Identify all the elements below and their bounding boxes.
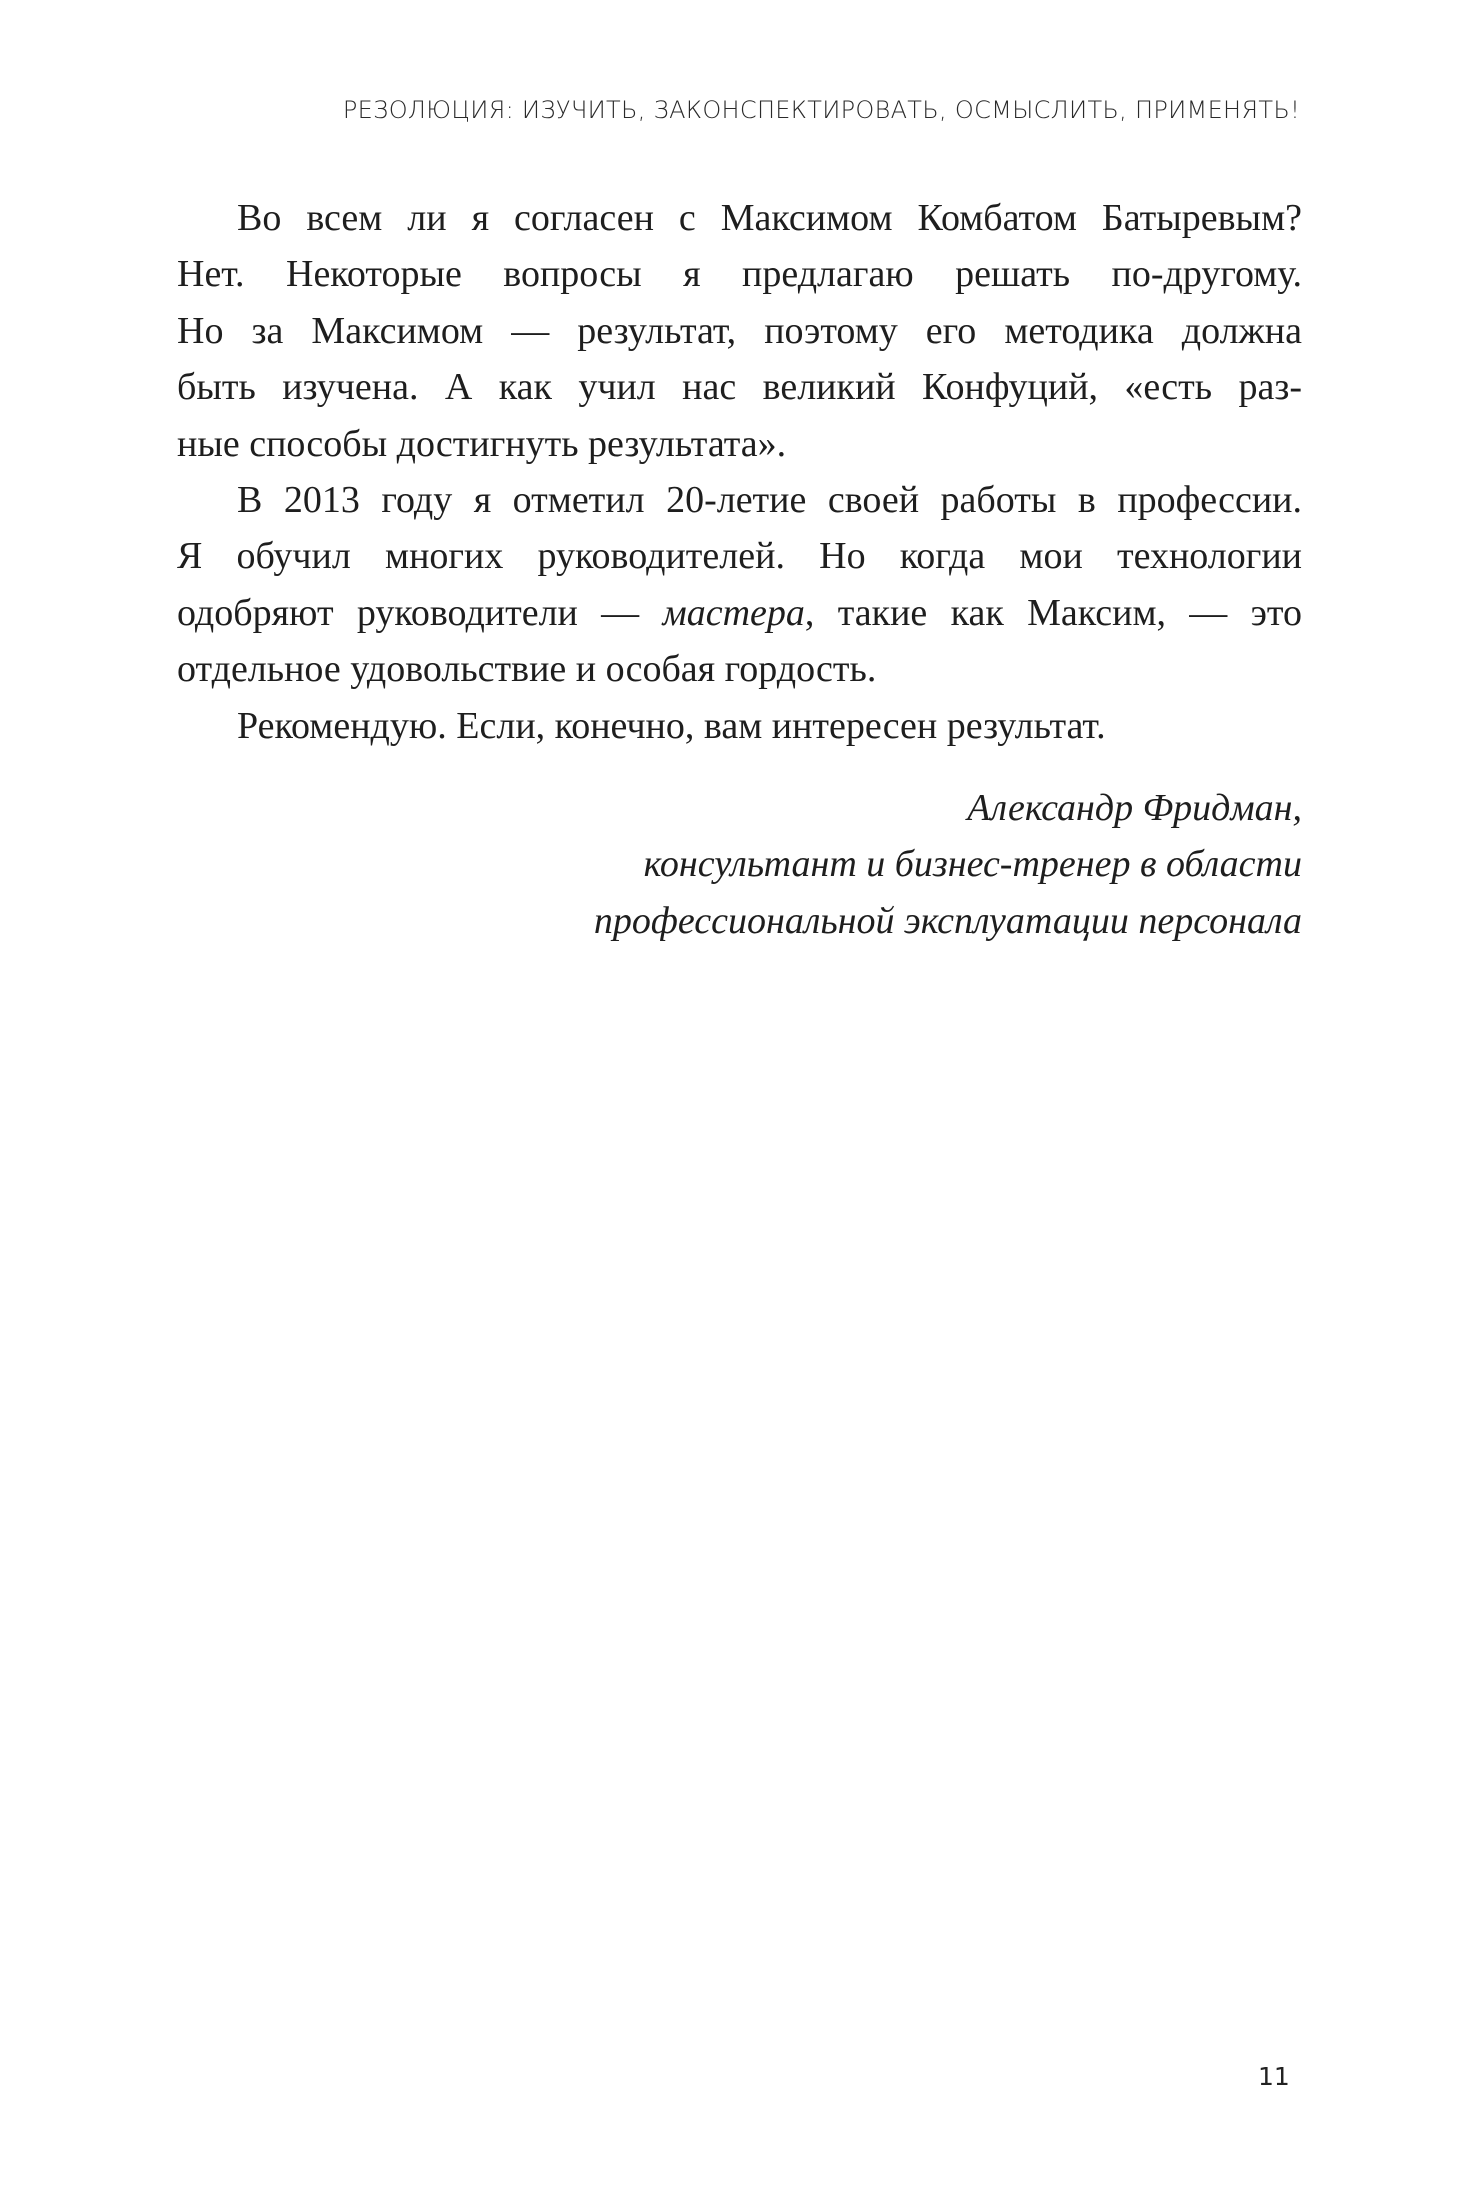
text-line: Я обучил многих руководителей. Но когда мои технологии [177,535,1302,578]
text-run: одобряют руководители — [177,591,663,634]
text-line: Рекомендую. Если, конечно, вам интересен результат. [237,704,1106,747]
paragraph-3 [177,698,1302,754]
page-body [177,190,1302,754]
text-line: Нет. Некоторые вопросы я предлагаю решать по-другому. [177,253,1302,296]
emphasis-text: мастера [662,591,805,634]
text-line: В 2013 году я отметил 20-летие своей работы в профессии. [237,479,1302,522]
paragraph-1 [177,190,1302,472]
text-line: Во всем ли я согласен с Максимом Комбатом Батыревым? [237,197,1302,239]
signature-title-line: консультант и бизнес-тренер в области [643,843,1302,886]
text-line: отдельное удовольствие и особая гордость. [177,648,877,691]
page-number: 11 [1258,2062,1290,2091]
text-line: ные способы достигнуть результата». [177,422,787,465]
running-header: РЕЗОЛЮЦИЯ: ИЗУЧИТЬ, ЗАКОНСПЕКТИРОВАТЬ, ОСМЫСЛИТЬ, ПРИМЕНЯТЬ! [342,96,1300,124]
signature-title-line: профессиональной эксплуатации персонала [593,899,1302,942]
signature-block [594,780,1302,949]
text-line: быть изучена. А как учил нас великий Конфуций, «есть раз- [177,366,1302,409]
text-run: , такие как Максим, — это [804,591,1302,634]
paragraph-2 [177,472,1302,698]
signature-name: Александр Фридман, [967,787,1302,829]
text-line [177,585,1302,641]
text-line: Но за Максимом — результат, поэтому его методика должна [177,309,1302,352]
